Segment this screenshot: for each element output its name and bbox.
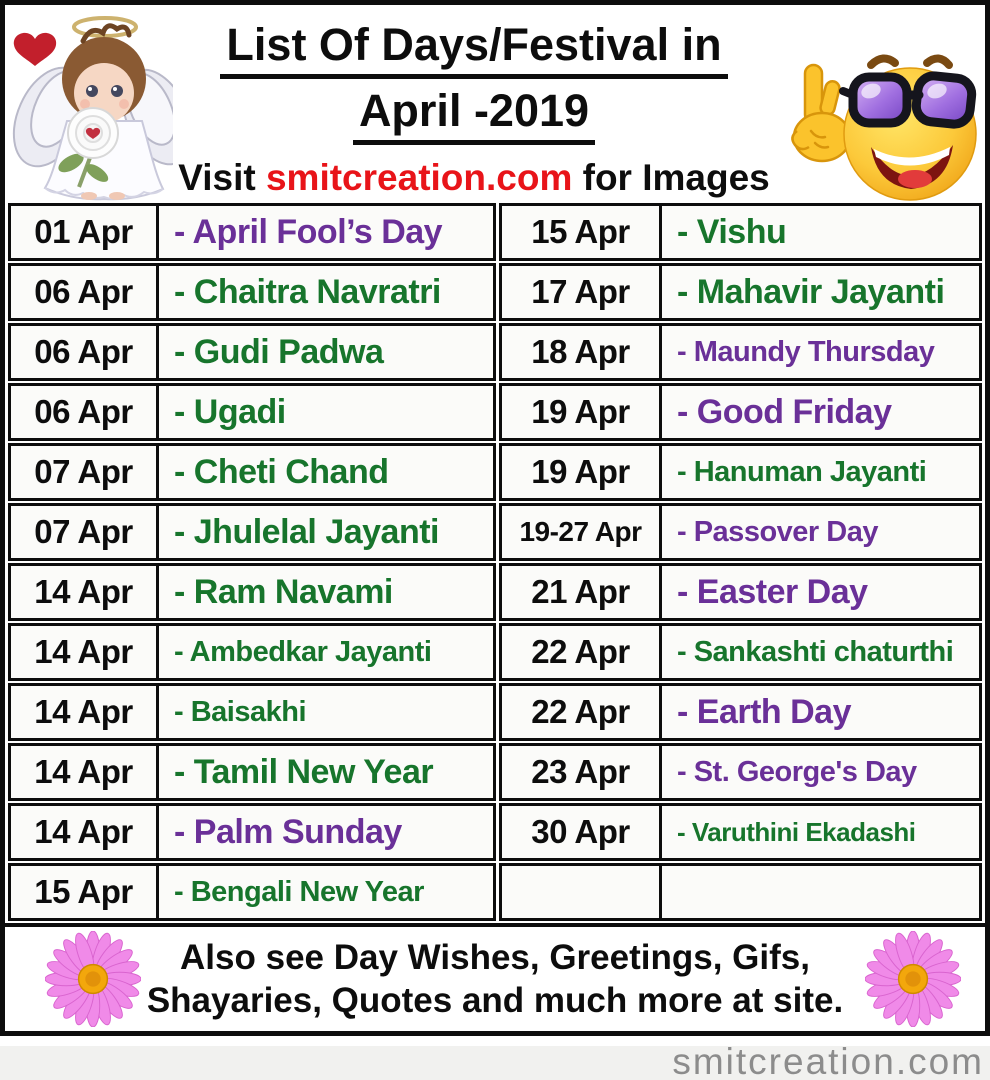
sunglasses-icon bbox=[843, 74, 973, 125]
right-half bbox=[499, 323, 982, 381]
date-cell: 07 Apr bbox=[11, 506, 159, 558]
date-cell: 21 Apr bbox=[502, 566, 662, 618]
date-cell: 22 Apr bbox=[502, 626, 662, 678]
left-half bbox=[8, 503, 496, 561]
festival-cell: - Bengali New Year bbox=[174, 875, 424, 908]
right-half bbox=[499, 383, 982, 441]
date-cell: 14 Apr bbox=[11, 566, 159, 618]
date-cell: 19 Apr bbox=[502, 446, 662, 498]
date-cell: 07 Apr bbox=[11, 446, 159, 498]
right-half bbox=[499, 563, 982, 621]
right-half bbox=[499, 263, 982, 321]
date-cell: 14 Apr bbox=[11, 806, 159, 858]
festival-cell: - Good Friday bbox=[677, 392, 892, 431]
date-cell: 19 Apr bbox=[502, 386, 662, 438]
subtitle-suffix: for Images bbox=[572, 157, 770, 198]
left-half bbox=[8, 263, 496, 321]
right-half bbox=[499, 623, 982, 681]
angel-art bbox=[5, 5, 173, 203]
date-cell: 06 Apr bbox=[11, 386, 159, 438]
right-half bbox=[499, 743, 982, 801]
poster-title-line2: April -2019 bbox=[353, 85, 595, 145]
heart-icon bbox=[14, 33, 56, 66]
festival-cell: - Tamil New Year bbox=[174, 752, 434, 791]
left-half bbox=[8, 203, 496, 261]
left-half bbox=[8, 623, 496, 681]
table-row bbox=[8, 683, 982, 741]
festival-cell: - Vishu bbox=[677, 212, 787, 251]
emoji-art bbox=[775, 5, 985, 203]
left-half bbox=[8, 563, 496, 621]
festival-cell: - Mahavir Jayanti bbox=[677, 272, 945, 311]
table-row bbox=[8, 623, 982, 681]
table-row bbox=[8, 443, 982, 501]
table-row bbox=[8, 263, 982, 321]
white-rose-icon bbox=[68, 108, 118, 158]
angel-image bbox=[5, 5, 173, 201]
date-cell bbox=[502, 866, 662, 918]
smiley-face bbox=[843, 58, 976, 200]
right-half bbox=[499, 203, 982, 261]
table-row bbox=[8, 563, 982, 621]
footer-line1: Also see Day Wishes, Greetings, Gifs, bbox=[180, 938, 810, 977]
date-cell: 15 Apr bbox=[11, 866, 159, 918]
festival-cell: - Chaitra Navratri bbox=[174, 272, 441, 311]
date-cell: 23 Apr bbox=[502, 746, 662, 798]
date-cell: 14 Apr bbox=[11, 686, 159, 738]
festival-cell: - Ambedkar Jayanti bbox=[174, 635, 432, 668]
right-half bbox=[499, 683, 982, 741]
festival-cell: - Varuthini Ekadashi bbox=[677, 816, 916, 847]
date-cell: 30 Apr bbox=[502, 806, 662, 858]
festival-cell: - Maundy Thursday bbox=[677, 335, 935, 368]
festival-cell: - Baisakhi bbox=[174, 695, 306, 728]
left-half bbox=[8, 863, 496, 921]
table-row bbox=[8, 863, 982, 921]
subtitle-prefix: Visit bbox=[178, 157, 266, 198]
header bbox=[5, 5, 985, 203]
festival-cell: - Jhulelal Jayanti bbox=[174, 512, 439, 551]
festival-cell: - Ram Navami bbox=[174, 572, 393, 611]
footer-line2: Shayaries, Quotes and much more at site. bbox=[146, 981, 844, 1020]
date-cell: 06 Apr bbox=[11, 326, 159, 378]
right-half bbox=[499, 443, 982, 501]
site-name-text: smitcreation.com bbox=[265, 157, 573, 198]
festival-cell: - St. George's Day bbox=[677, 755, 917, 788]
date-cell: 01 Apr bbox=[11, 206, 159, 258]
left-half bbox=[8, 443, 496, 501]
festival-cell: - Cheti Chand bbox=[174, 452, 389, 491]
right-half bbox=[499, 503, 982, 561]
table-row bbox=[8, 503, 982, 561]
date-cell: 18 Apr bbox=[502, 326, 662, 378]
title-line-2-wrap bbox=[173, 85, 775, 145]
flower-icon-left bbox=[45, 931, 141, 1027]
eyebrow bbox=[871, 58, 895, 65]
table-row bbox=[8, 323, 982, 381]
header-titles bbox=[173, 5, 775, 203]
date-cell: 14 Apr bbox=[11, 626, 159, 678]
subtitle bbox=[173, 157, 775, 199]
pointing-hand-icon bbox=[792, 65, 850, 161]
right-half bbox=[499, 863, 982, 921]
footer-banner bbox=[5, 923, 985, 1028]
left-half bbox=[8, 323, 496, 381]
cool-emoji-icon bbox=[775, 39, 980, 207]
title-line-1-wrap bbox=[173, 19, 775, 79]
date-cell: 17 Apr bbox=[502, 266, 662, 318]
date-cell: 19-27 Apr bbox=[502, 506, 662, 558]
watermark-text: smitcreation.com bbox=[672, 1041, 984, 1080]
festival-cell: - Easter Day bbox=[677, 572, 868, 611]
table-row bbox=[8, 803, 982, 861]
date-cell: 06 Apr bbox=[11, 266, 159, 318]
poster-title-line1: List Of Days/Festival in bbox=[220, 19, 727, 79]
festival-cell: - Ugadi bbox=[174, 392, 286, 431]
table-row bbox=[8, 743, 982, 801]
festival-table bbox=[5, 203, 985, 921]
table-row bbox=[8, 203, 982, 261]
watermark-bar bbox=[0, 1041, 990, 1080]
right-half bbox=[499, 803, 982, 861]
date-cell: 14 Apr bbox=[11, 746, 159, 798]
left-half bbox=[8, 383, 496, 441]
date-cell: 15 Apr bbox=[502, 206, 662, 258]
date-cell: 22 Apr bbox=[502, 686, 662, 738]
festival-cell: - April Fool’s Day bbox=[174, 212, 443, 251]
festival-cell: - Earth Day bbox=[677, 692, 851, 731]
festival-cell: - Gudi Padwa bbox=[174, 332, 384, 371]
table-row bbox=[8, 383, 982, 441]
eyebrow bbox=[927, 58, 949, 65]
festival-cell: - Hanuman Jayanti bbox=[677, 455, 927, 488]
festival-cell: - Sankashti chaturthi bbox=[677, 635, 954, 668]
festival-cell bbox=[662, 866, 979, 918]
left-half bbox=[8, 743, 496, 801]
left-half bbox=[8, 683, 496, 741]
festival-cell: - Passover Day bbox=[677, 515, 878, 548]
left-half bbox=[8, 803, 496, 861]
festival-cell: - Palm Sunday bbox=[174, 812, 402, 851]
flower-icon-right bbox=[865, 931, 961, 1027]
